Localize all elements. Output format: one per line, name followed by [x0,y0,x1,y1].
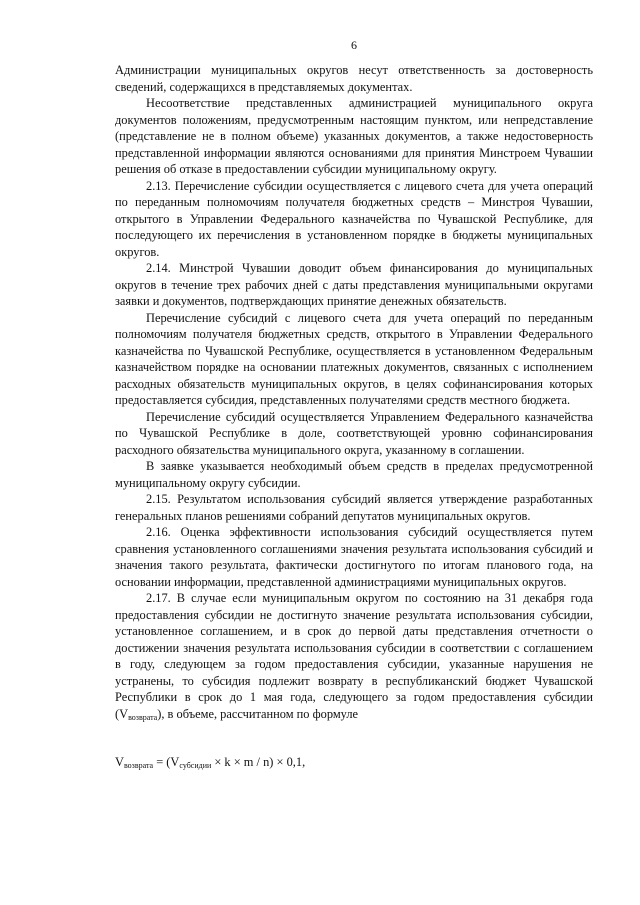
subscript: возврата [128,712,158,722]
formula-lhs: V [115,755,124,769]
paragraph: 2.16. Оценка эффективности использования субсидий осуществляется путем сравнения установленного соглашениями значения результата использования субсидий и значения такого результата, фактически достигнутого по итогам планового года, на основании информации, представленной администрациями муниципальных округов. [115,525,593,589]
page-number: 6 [351,38,357,52]
paragraph: Перечисление субсидий осуществляется Управлением Федерального казначейства по Чувашской Республике в доле, соответствующей уровню софинансирования расходного обязательства муниципального округа, указанному в соглашении. [115,409,593,457]
formula-lhs-subscript: возврата [123,761,154,770]
paragraph: 2.13. Перечисление субсидии осуществляется с лицевого счета для учета операций по переданным полномочиям получателя бюджетных средств – Минстроя Чувашии, открытого в Управлении Федерального казначейства по Чувашской Республике, для последующего их перечисления в установленном порядке в бюджеты муниципальных округов. [115,178,593,259]
formula-equals: = (V [153,755,180,769]
paragraph-text: 2.17. В случае если муниципальным округом по состоянию на 31 декабря года предоставления субсидии не достигнуто значение результата использования субсидии, установленное соглашением, и в срок до первой даты представления отчетности о достижении значения результата использования субсидии в соответствии с соглашением в году, следующем за годом предоставления субсидии, указанные нарушения не устранены, то субсидия подлежит возврату в республиканский бюджет Чувашской Республики в срок до 1 мая года, следующего за годом предоставления субсидии (V [115,591,593,721]
paragraph-tail: ), в объеме, рассчитанном по формуле [157,706,359,721]
paragraph: Перечисление субсидий с лицевого счета для учета операций по переданным полномочиям получателя бюджетных средств, открытого в Управлении Федерального казначейства по Чувашской Республике, осуществляется в установленном Федеральным казначейством порядке на основании платежных документов, связанных с исполнением расходных обязательств муниципальных округов, в целях софинансирования которых предоставляется субсидия, представленных получателями средств местного бюджета. [115,310,593,407]
formula [115,754,593,774]
document-body [115,62,593,726]
paragraph: Администрации муниципальных округов несут ответственность за достоверность сведений, содержащихся в представляемых документах. [115,63,593,94]
formula-rhs-subscript: субсидии [179,761,212,770]
paragraph: 2.14. Минстрой Чувашии доводит объем финансирования до муниципальных округов в течение трех рабочих дней с даты представления муниципальными округами заявки и документов, подтверждающих принятие денежных обязательств. [115,261,593,308]
paragraph: 2.15. Результатом использования субсидий является утверждение разработанных генеральных планов решениями собраний депутатов муниципальных округов. [115,492,593,523]
paragraph: Несоответствие представленных администрацией муниципального округа документов положениям, предусмотренным настоящим пунктом, или непредставление (представление не в полном объеме) указанных документов, а также недостоверность представленной информации являются основаниями для принятия Минстроем Чувашии решения об отказе в предоставлении субсидии муниципальному округу. [115,96,593,176]
paragraph-2-17 [115,590,593,726]
formula-rhs: × k × m / n) × 0,1, [211,755,306,769]
paragraph: В заявке указывается необходимый объем средств в пределах предусмотренной муниципальному округу субсидии. [115,459,593,490]
